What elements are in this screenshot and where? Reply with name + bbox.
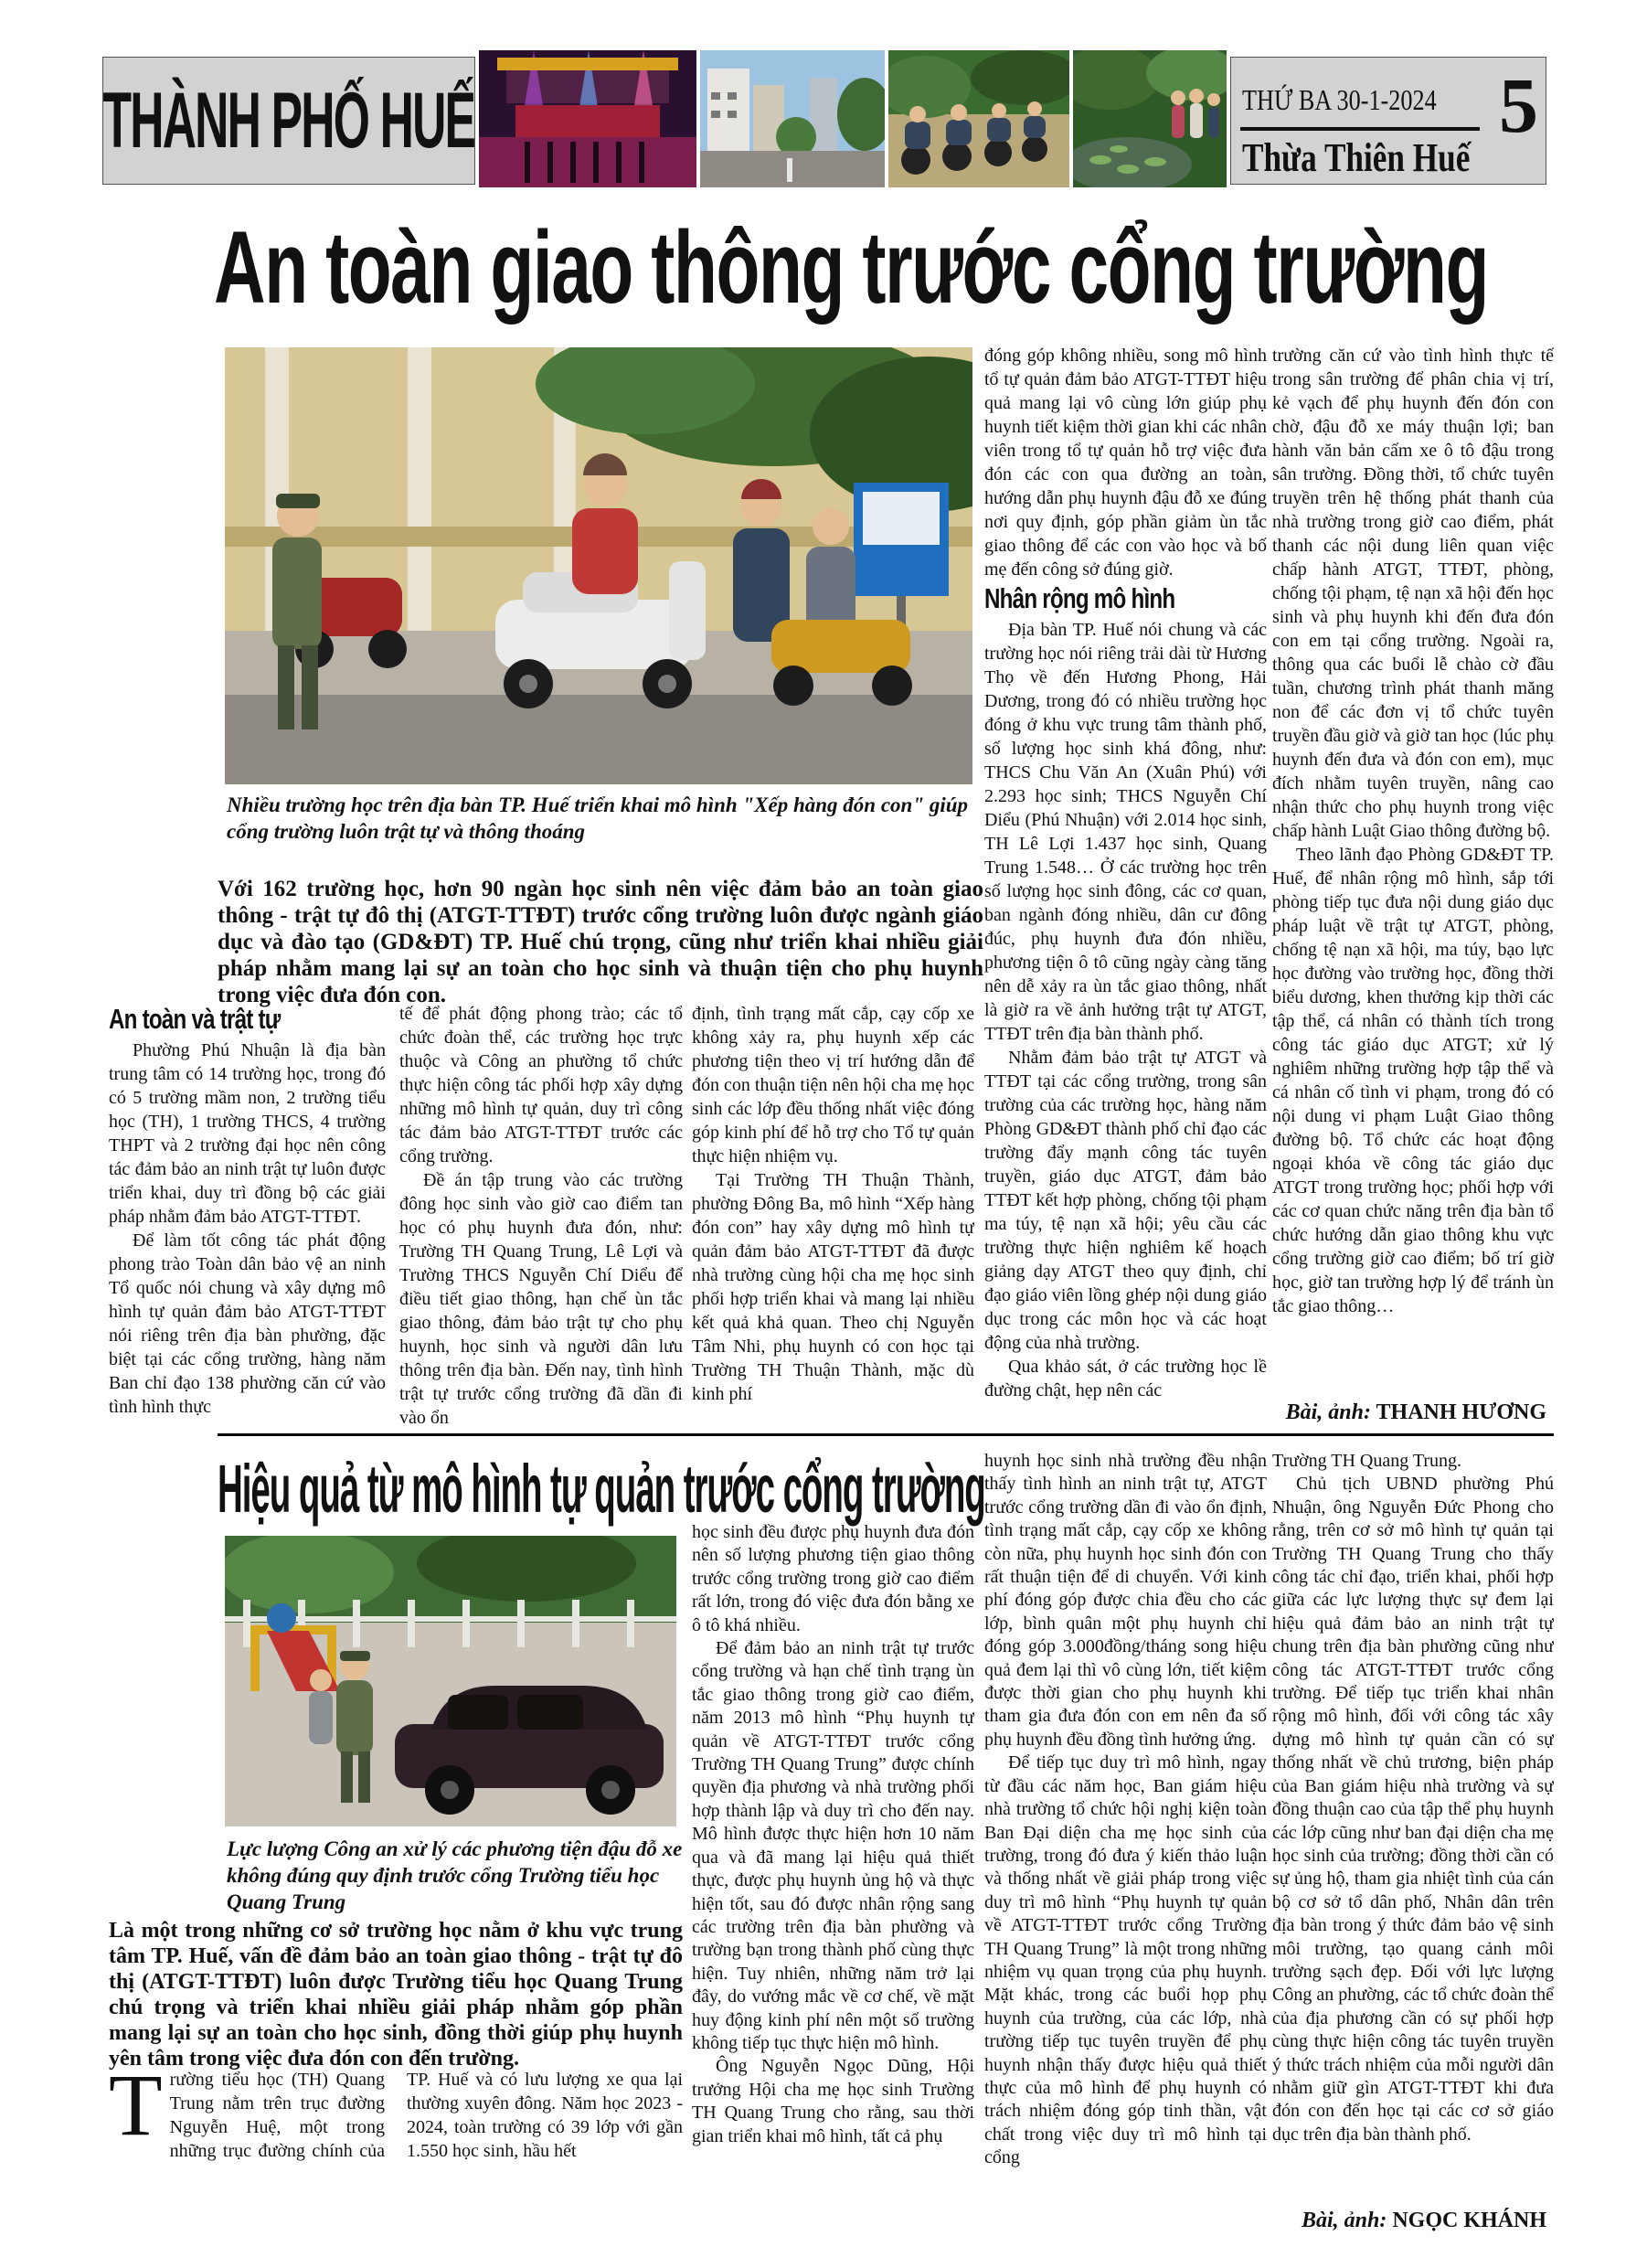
article2-photo-caption: Lực lượng Công an xử lý các phương tiện đậu đỗ xe không đúng quy định trước cổng Trường tiểu học Quang Trung <box>227 1837 683 1913</box>
article2-column-5-text <box>1272 1450 1554 2146</box>
paragraph: Theo lãnh đạo Phòng GD&ĐT TP. Huế, để nhân rộng mô hình, sắp tới phòng tiếp tục đưa nội dung giáo dục pháp luật về trật tự ATGT, phòng, chống tệ nạn xã hội, ma túy, bạo lực học đường vào trường học, đồng thời biểu dương, khen thưởng kịp thời các tập thể, cá nhân có thành tích trong công tác giáo dục ATGT; xử lý nghiêm những trường hợp tập thể và cá nhân cố tình vi phạm, trong đó có nội dung vi phạm Luật Giao thông đường bộ. Tổ chức các hoạt động ngoại khóa về công tác giáo dục ATGT trong trường học; phối hợp với các cơ quan chức năng trên địa bàn tổ chức hướng dẫn giao thông khu vực cổng trường giờ cao điểm; bố trí giờ học, giờ tan trường hợp lý để tránh ùn tắc giao thông… <box>1272 845 1554 1316</box>
article1-headline: An toàn giao thông trước cổng trường <box>214 210 1489 325</box>
issue-date: THỨ BA 30-1-2024 <box>1242 83 1437 116</box>
police-car-scene-illustration <box>225 1536 676 1826</box>
paragraph: Để đảm bảo an ninh trật tự trước cổng trường và hạn chế tình trạng ùn tắc giao thông trong giờ cao điểm, năm 2013 mô hình “Phụ huynh tự quản về ATGT-TTĐT trước cổng Trường TH Quang Trung” được chính quyền địa phương và nhà trường phối hợp thành lập và duy trì cho đến nay. Mô hình được thực hiện hơn 10 năm qua và đã mang lại hiệu quả thiết thực, được phụ huynh ủng hộ và thực hiện tốt, sau đó được nhân rộng sang các trường trên địa bàn phường và trường bạn trong thành phố cùng thực hiện. Tuy nhiên, những năm trở lại đây, do vướng mắc về cơ chế, về mặt huy động kinh phí nên một số trường không tiếp tục thực hiện mô hình. <box>692 1638 974 2053</box>
article1-column-2-text <box>399 1002 683 1430</box>
article1-column-2 <box>399 1002 683 1441</box>
city-street-illustration <box>700 50 885 187</box>
article1-section1-heading: An toàn và trật tự <box>109 1003 281 1035</box>
article1-column-4a-text <box>984 344 1267 581</box>
paragraph: tế để phát động phong trào; các tổ chức đoàn thể, các trường học trực thuộc và Công an phường tổ chức thực hiện công tác phối hợp xây dựng những mô hình tự quản, duy trì công tác đảm bảo ATGT-TTĐT trước các cổng trường. <box>399 1004 683 1166</box>
festival-stage-photo <box>479 50 696 187</box>
paragraph: Để tiếp tục duy trì mô hình, ngay từ đầu các năm học, Ban giám hiệu nhà trường tổ chức hội nghị kiện toàn Ban Đại diện cha mẹ học sinh của trường, trong đó đưa ý kiến thảo luận và thống nhất về giải pháp trong việc duy trì mô hình “Phụ huynh tự quản về ATGT-TTĐT trước cổng Trường TH Quang Trung” là một trong những nhiệm vụ quan trọng của phụ huynh. Mặt khác, trong các buổi họp phụ huynh của trường, của các lớp, nhà trường tiếp tục tuyên truyền để phụ huynh nhận thấy được hiệu quả thiết thực của mô hình để phụ huynh có trách nhiệm đóng góp tinh thần, vật chất trong việc duy trì mô hình tại cổng <box>984 1752 1267 2168</box>
masthead-title: THÀNH PHỐ HUẾ <box>102 76 475 165</box>
article1-column-4 <box>984 344 1267 1404</box>
article1-column-5 <box>1272 344 1554 1395</box>
paragraph: định, tình trạng mất cắp, cạy cốp xe không xảy ra, phụ huynh xếp các phương tiện theo vị trí hướng dẫn để đón con thuận tiện nên hội cha mẹ học sinh các lớp đều thống nhất việc đóng góp kinh phí để hỗ trợ cho Tổ tự quản thực hiện nhiệm vụ. <box>692 1004 974 1166</box>
article1-column-1 <box>109 1002 386 1441</box>
paragraph: học sinh đều được phụ huynh đưa đón nên số lượng phương tiện giao thông trước cổng trường trong giờ cao điểm rất lớn, trong đó việc đưa đón bằng xe ô tô khá nhiều. <box>692 1522 974 1635</box>
byline-author: THANH HƯƠNG <box>1376 1400 1546 1424</box>
masthead-date-box <box>1230 57 1546 185</box>
cyclo-row-photo <box>888 50 1069 187</box>
article-divider-rule <box>218 1433 1554 1436</box>
article1-photo-caption: Nhiều trường học trên địa bàn TP. Huế triển khai mô hình "Xếp hàng đón con" giúp cổng trường luôn trật tự và thông thoáng <box>227 793 969 843</box>
article1-column-5-text <box>1272 344 1554 1318</box>
paragraph: Chủ tịch UBND phường Phú Nhuận, ông Nguyễn Đức Phong cho rằng, trên cơ sở mô hình tự quản tại Trường TH Quang Trung cho thấy công tác chỉ đạo, triển khai, phối hợp giữa các lực lượng thực sự đem lại hiệu quả đảm bảo an ninh trật tự chung trên địa bàn phường cũng như công tác ATGT-TTĐT trước cổng trường. Để tiếp tục triển khai nhân rộng mô hình, đối với công tác xây dựng mô hình tự quản cần có sự thống nhất về chủ trương, biện pháp của Ban giám hiệu nhà trường và sự đồng thuận cao của tập thể phụ huynh các lớp cũng như ban đại diện cha mẹ học sinh của trường; đồng thời cần có sự ủng hộ, tham gia nhiệt tình của cán bộ cơ sở tổ dân phố, Nhân dân trên địa bàn trong ý thức đảm bảo vệ sinh môi trường, tạo quang cảnh môi trường sạch đẹp. Đối với lực lượng Công an phường, các tổ chức đoàn thể của địa phương cần có sự phối hợp cùng thực hiện công tác tuyên truyền ý thức trách nhiệm của mỗi người dân nhằm giữ gìn ATGT-TTĐT khi đưa đón con đến học tại các cơ sở giáo dục trên địa bàn thành phố. <box>1272 1474 1554 2145</box>
article1-photo <box>225 347 972 784</box>
article2-photo <box>225 1536 676 1826</box>
article2-column-4 <box>984 1450 1267 2199</box>
article2-opening-text: rường tiểu học (TH) Quang Trung nằm trên trục đường Nguyễn Huệ, một trong những trục đường chính của TP. Huế và có lưu lượng xe qua lại thường xuyên đông. Năm học 2023 - 2024, toàn trường có 39 lớp với gần 1.550 học sinh, hầu hết <box>169 2070 683 2161</box>
article1-column-3 <box>692 1002 974 1441</box>
festival-stage-illustration <box>479 50 696 187</box>
article1-lead: Với 162 trường học, hơn 90 ngàn học sinh nên việc đảm bảo an toàn giao thông - trật tự đô thị (ATGT-TTĐT) trước cổng trường luôn được ngành giáo dục và đào tạo (GD&ĐT) TP. Huế chú trọng, cũng như triển khai nhiều giải pháp nhằm mang lại sự an toàn cho học sinh và thuận tiện cho phụ huynh trong việc đưa đón con. <box>218 877 983 1007</box>
school-gate-scene-illustration <box>225 347 972 784</box>
paragraph: Đề án tập trung vào các trường đông học sinh vào giờ cao điểm tan học có phụ huynh đưa đón, như: Trường TH Quang Trung, Lê Lợi và Trường THCS Nguyễn Chí Diểu để điều tiết giao thông, hạn chế ùn tắc giao thông, đảm bảo trật tự cho phụ huynh, học sinh và người dân lưu thông trên địa bàn. Đến nay, tình hình trật tự trước cổng trường đã dần đi vào ổn <box>399 1170 683 1428</box>
garden-pond-photo <box>1073 50 1227 187</box>
article2-lead: Là một trong những cơ sở trường học nằm ở khu vực trung tâm TP. Huế, vấn đề đảm bảo an toàn giao thông - trật tự đô thị (ATGT-TTĐT) luôn được Trường tiểu học Quang Trung chú trọng và triển khai nhiều giải pháp nhằm góp phần mang lại sự an toàn cho học sinh, đồng thời giúp phụ huynh yên tâm trong việc đưa đón con đến trường. <box>109 1919 683 2071</box>
cyclo-row-illustration <box>888 50 1069 187</box>
page-number: 5 <box>1499 61 1538 149</box>
byline-label: Bài, ảnh: <box>1285 1400 1371 1424</box>
paragraph: đóng góp không nhiều, song mô hình tổ tự quản đảm bảo ATGT-TTĐT hiệu quả mang lại vô cùng lớn giúp phụ huynh tiết kiệm thời gian khi các nhân viên trong tổ tự quản hỗ trợ việc đưa đón các con qua đường an toàn, hướng dẫn phụ huynh đậu đỗ xe đúng nơi quy định, góp phần giảm ùn tắc giao thông để các con vào học và bố mẹ đến công sở đúng giờ. <box>984 346 1267 580</box>
byline-author: NGỌC KHÁNH <box>1392 2209 1546 2232</box>
masthead-title-box <box>102 57 475 185</box>
byline-label: Bài, ảnh: <box>1301 2209 1387 2232</box>
article1-byline <box>1272 1400 1546 1425</box>
paragraph: Trường TH Quang Trung. <box>1272 1451 1462 1471</box>
paragraph: Nhằm đảm bảo trật tự ATGT và TTĐT tại các cổng trường, trong sân trường của các trường học, hàng năm Phòng GD&ĐT thành phố chỉ đạo các trường đẩy mạnh công tác tuyên truyền, giáo dục ATGT, đảm bảo TTĐT kết hợp phòng, chống tội phạm ma túy, tệ nạn xã hội; yêu cầu các trường thực hiện nghiêm kế hoạch giảng dạy ATGT theo quy định, chỉ đạo giáo viên lồng ghép nội dung giáo dục trong các môn học và các hoạt động của nhà trường. <box>984 1048 1267 1353</box>
paragraph: Ông Nguyễn Ngọc Dũng, Hội trưởng Hội cha mẹ học sinh Trường TH Quang Trung cho rằng, sau thời gian triển khai mô hình, tất cả phụ <box>692 2056 974 2146</box>
article1-column-4b-text <box>984 618 1267 1402</box>
pedestrian-figure <box>309 1669 333 1744</box>
paragraph: Để làm tốt công tác phát động phong trào Toàn dân bảo vệ an ninh Tổ quốc nói chung và xây dựng mô hình tự quản đảm bảo ATGT-TTĐT nói riêng trên địa bàn phường, đặc biệt tại các cổng trường, hàng năm Ban chỉ đạo 138 phường căn cứ vào tình hình thực <box>109 1230 386 1417</box>
paragraph: Tại Trường TH Thuận Thành, phường Đông Ba, mô hình “Xếp hàng đón con” hay xây dựng mô hình tự quản đảm bảo ATGT-TTĐT đã được nhà trường cùng hội cha mẹ học sinh phối hợp triển khai và mang lại nhiều kết quả khả quan. Theo chị Nguyễn Tâm Nhi, phụ huynh có con học tại Trường TH Thuận Thành, mặc dù kinh phí <box>692 1170 974 1404</box>
paragraph: trường căn cứ vào tình hình thực tế trong sân trường để phân chia vị trí, kẻ vạch để phụ huynh đến đón con chờ, đậu đỗ xe máy thuận lợi; ban hành văn bản cấm xe ô tô đậu trong sân trường. Đồng thời, tổ chức tuyên truyền trên hệ thống phát thanh của nhà trường trong giờ cao điểm, phát thanh các nội dung liên quan việc chấp hành ATGT, TTĐT, phòng, chống tội phạm, tệ nạn xã hội đến học sinh và phụ huynh khi đến đưa đón con em tại cổng trường. Ngoài ra, thông qua các buổi lễ chào cờ đầu tuần, chương trình phát thanh măng non để các đơn vị tổ chức tuyên truyền đầu giờ và giờ tan học (lúc phụ huynh đến đưa và đón con em), mục đích nhằm tuyên truyền, nâng cao nhận thức cho phụ huynh trong việc chấp hành Luật Giao thông đường bộ. <box>1272 346 1554 841</box>
paragraph: Địa bàn TP. Huế nói chung và các trường học nói riêng trải dài từ Hương Thọ về đến Hương Phong, Hải Dương, trong đó có nhiều trường học đóng ở khu vực trung tâm thành phố, số lượng học sinh khá đông, như: THCS Chu Văn An (Xuân Phú) với 2.293 học sinh; THCS Nguyễn Chí Diểu (Phú Nhuận) với 2.014 học sinh, TH Lê Lợi 1.437 học sinh, Quang Trung 1.548… Ở các trường học trên số lượng học sinh đông, các cơ quan, ban ngành đóng nhiều, dân cư đông đúc, phụ huynh đưa đón nhiều, phương tiện ô tô cũng ngày càng tăng nên dễ xảy ra ùn tắc giao thông, nhất là giờ ra về ảnh hưởng trật tự ATGT, TTĐT trên địa bàn thành phố. <box>984 620 1267 1044</box>
paragraph: Qua khảo sát, ở các trường học lề đường chật, hẹp nên các <box>984 1357 1267 1400</box>
article2-column-5 <box>1272 1450 1554 2201</box>
article1-column-3-text <box>692 1002 974 1406</box>
article2-opening-paragraph <box>109 2068 683 2174</box>
article2-column-3 <box>692 1521 974 2265</box>
article1-section2-heading: Nhân rộng mô hình <box>984 582 1175 614</box>
article2-column-3-text <box>692 1521 974 2148</box>
drop-cap: T <box>109 2068 163 2154</box>
garden-pond-illustration <box>1073 50 1227 187</box>
city-street-photo <box>700 50 885 187</box>
edition-name: Thừa Thiên Huế <box>1242 135 1471 180</box>
article2-headline: Hiệu quả từ mô hình tự quản trước cổng trường <box>218 1451 985 1527</box>
paragraph: huynh học sinh nhà trường đều nhận thấy tình hình an ninh trật tự, ATGT trước cổng trường dần đi vào ổn định, tình trạng mất cắp, cạy cốp xe không còn nữa, phụ huynh học sinh đón con rất thuận tiện để di chuyển. Với kinh phí đóng góp được chia đều cho các lớp, bình quân một phụ huynh chỉ đóng góp 3.000đồng/tháng song hiệu quả đem lại thì vô cùng lớn, tiết kiệm được thời gian cho phụ huynh khi tham gia đưa đón con em nên đa số phụ huynh đều đồng tình hưởng ứng. <box>984 1451 1267 1750</box>
masthead-rule <box>1240 127 1480 131</box>
article2-column-4-text <box>984 1450 1267 2170</box>
paragraph: Phường Phú Nhuận là địa bàn trung tâm có 14 trường học, trong đó có 5 trường mầm non, 2 trường tiểu học (TH), 1 trường THCS, 4 trường THPT và 2 trường đại học nên công tác đảm bảo an ninh trật tự luôn được triển khai, duy trì đồng bộ các giải pháp nhằm đảm bảo ATGT-TTĐT. <box>109 1040 386 1227</box>
article1-column-1-text <box>109 1038 386 1419</box>
article2-byline <box>1272 2209 1546 2233</box>
